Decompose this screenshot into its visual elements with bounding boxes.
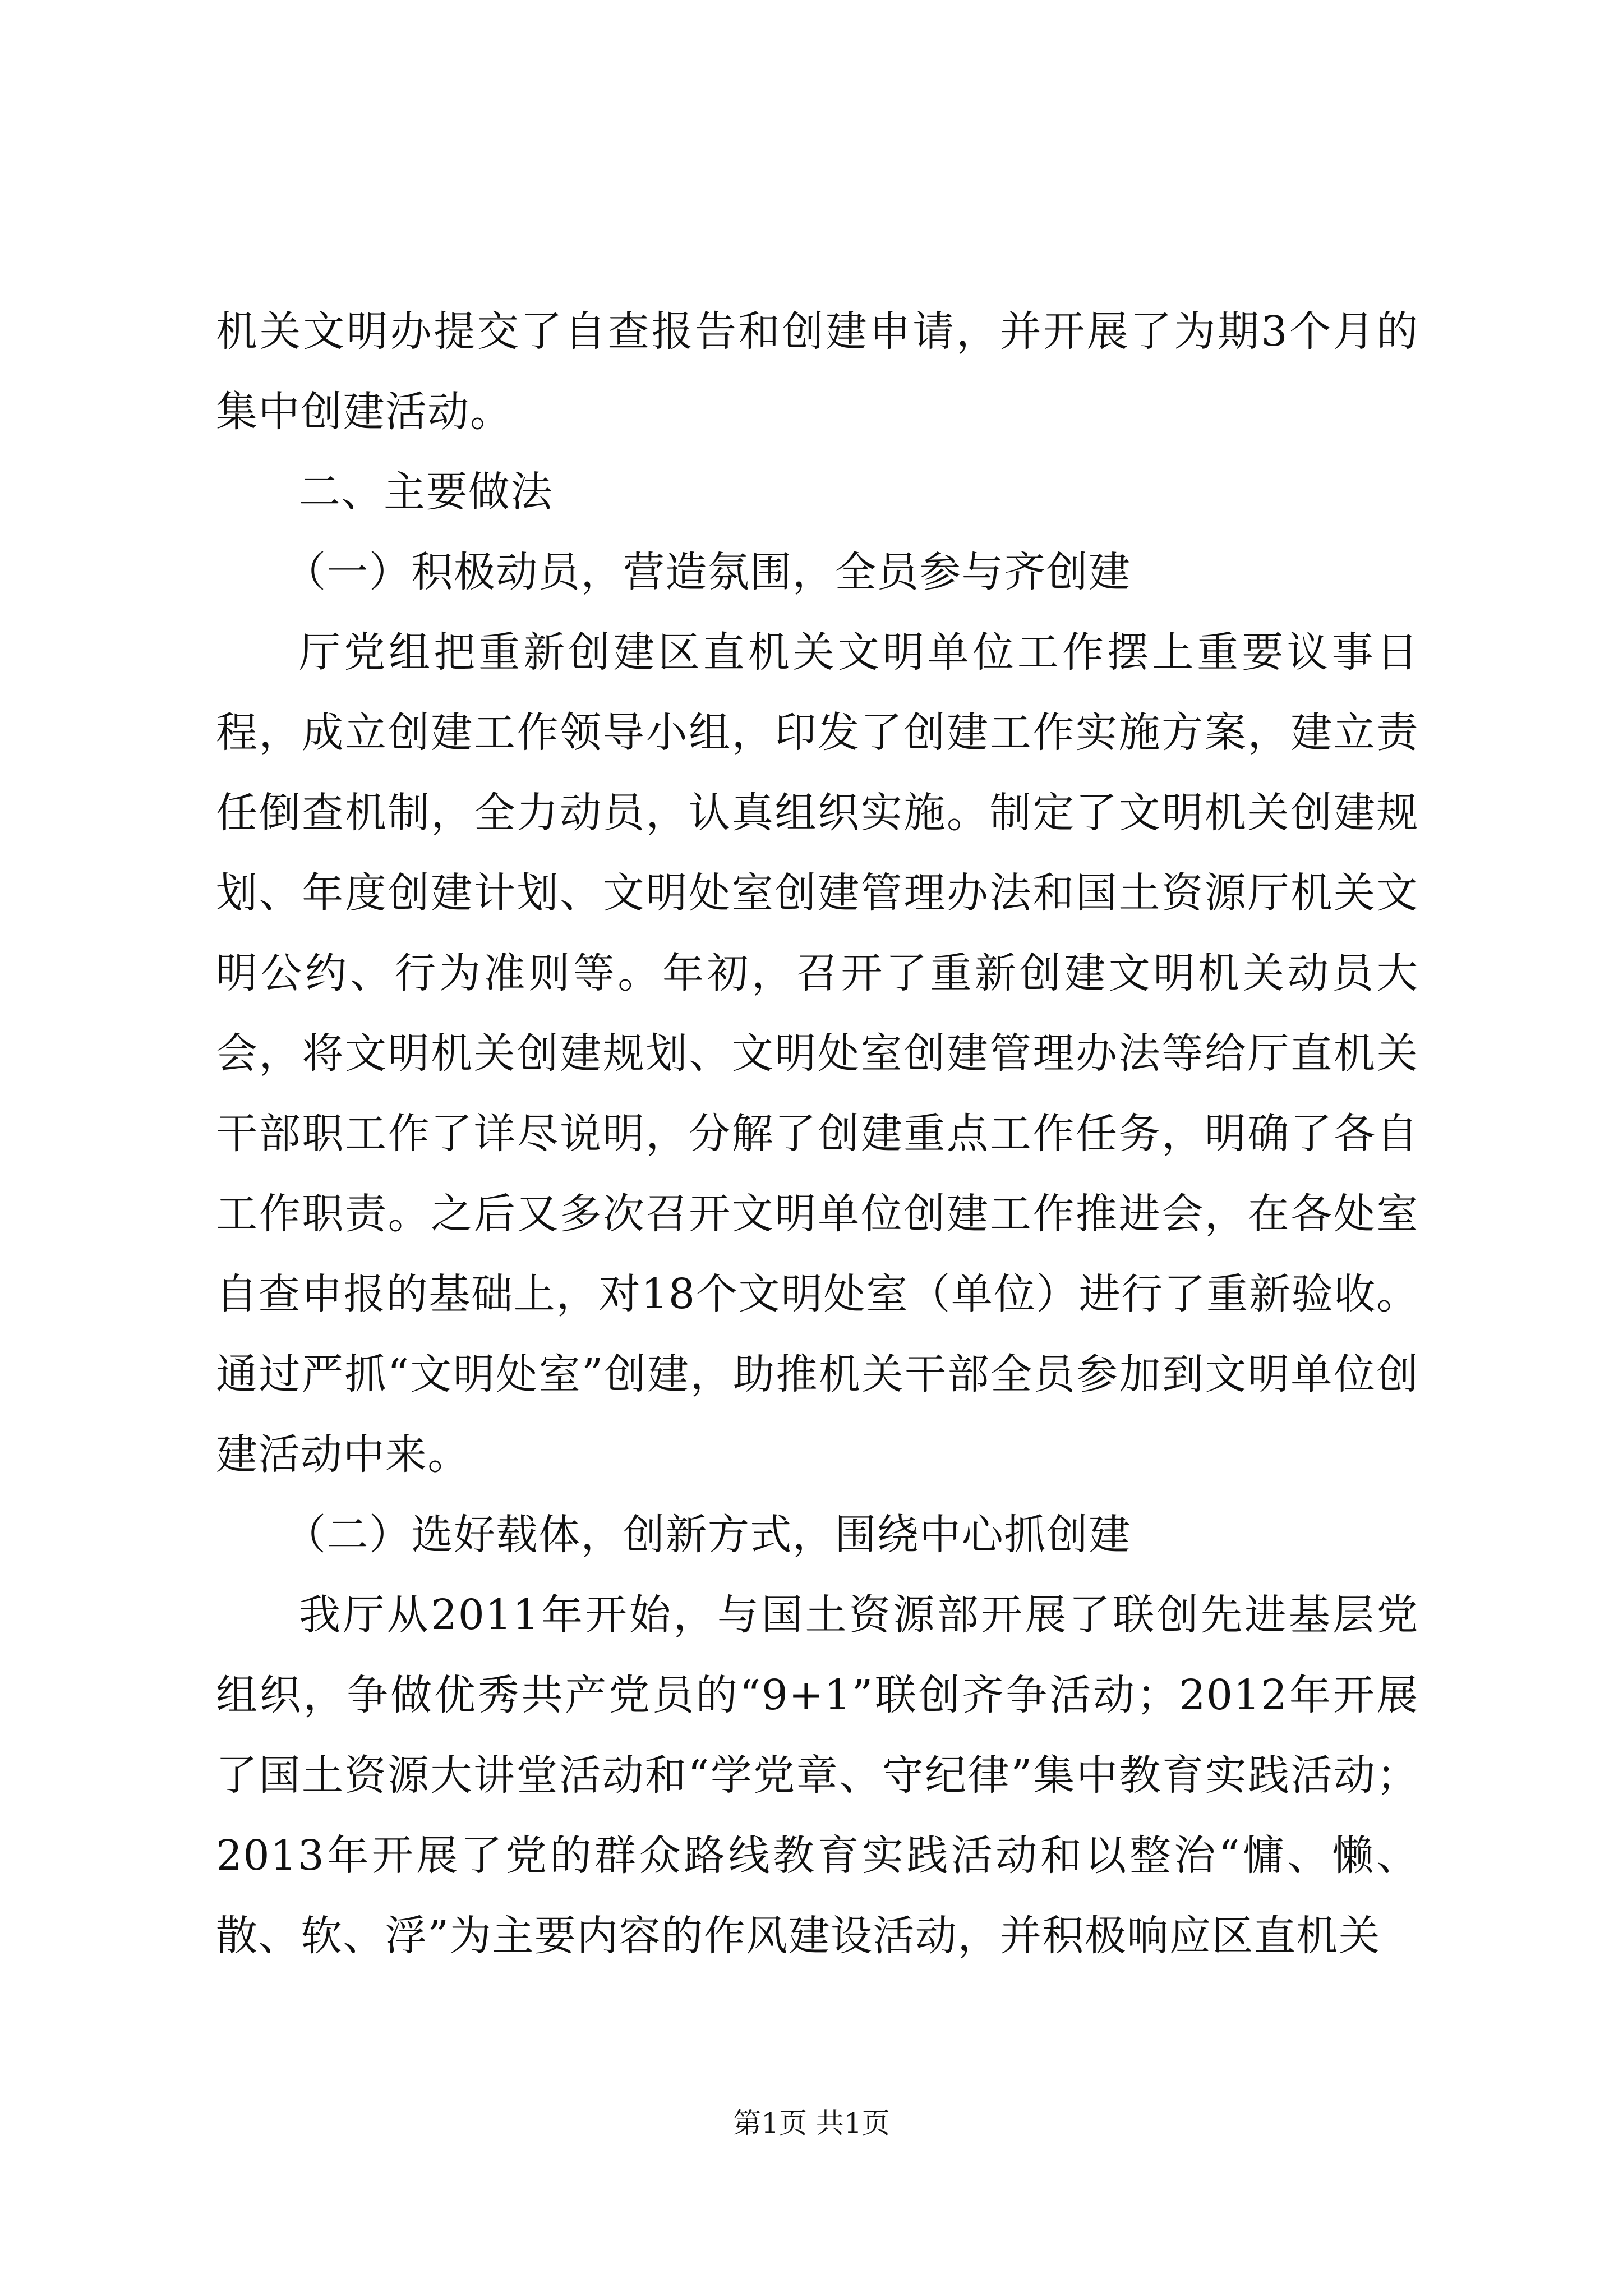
page-footer: 第1页 共1页 (733, 2107, 890, 2139)
paragraph-continuation: 机关文明办提交了自查报告和创建申请，并开展了为期3个月的集中创建活动。 (216, 307, 1419, 436)
section-heading: 二、主要做法 (299, 468, 553, 516)
subsection-heading-2: （二）选好载体，创新方式，围绕中心抓创建 (284, 1511, 1131, 1559)
body-paragraph-1: 厅党组把重新创建区直机关文明单位工作摆上重要议事日程，成立创建工作领导小组，印发了创建工作实施方案，建立责任倒查机制，全力动员，认真组织实施。制定了文明机关创建规划、年度创建计划、文明处室创建管理办法和国土资源厅机关文明公约、行为准则等。年初，召开了重新创建文明机关动员大会，将文明机关创建规划、文明处室创建管理办法等给厅直机关干部职工作了详尽说明，分解了创建重点工作任务，明确了各自工作职责。之后又多次召开文明单位创建工作推进会，在各处室自查申报的基础上，对18个文明处室（单位）进行了重新验收。通过严抓“文明处室”创建，助推机关干部全员参加到文明单位创建活动中来。 (216, 628, 1419, 1479)
subsection-heading-1: （一）积极动员，营造氛围，全员参与齐创建 (284, 548, 1131, 596)
document-body (216, 292, 1419, 1976)
body-paragraph-2: 我厅从2011年开始，与国土资源部开展了联创先进基层党组织，争做优秀共产党员的“9+1”联创齐争活动；2012年开展了国土资源大讲堂活动和“学党章、守纪律”集中教育实践活动；2013年开展了党的群众路线教育实践活动和以整治“慵、懒、散、软、浮”为主要内容的作风建设活动，并积极响应区直机关 (216, 1591, 1419, 1960)
